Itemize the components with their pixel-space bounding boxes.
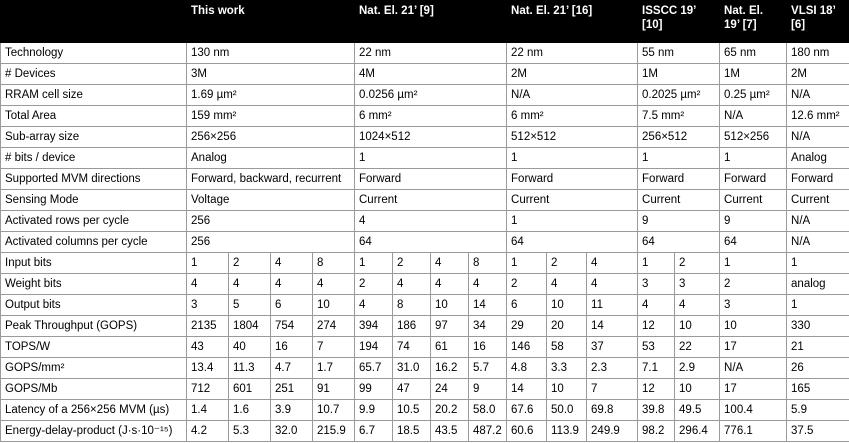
cell: 55 nm: [638, 43, 720, 64]
cell: 4: [675, 295, 720, 316]
row-label: Sensing Mode: [1, 190, 187, 211]
cell: 2: [355, 274, 393, 295]
cell: 1.6: [229, 400, 271, 421]
cell: 20.2: [431, 400, 469, 421]
cell: 4.8: [507, 358, 547, 379]
cell: 10.5: [393, 400, 431, 421]
cell: 296.4: [675, 421, 720, 442]
cell: 98.2: [638, 421, 675, 442]
cell: 7: [313, 337, 355, 358]
cell: 394: [355, 316, 393, 337]
row-label: GOPS/Mb: [1, 379, 187, 400]
table-body: [1, 43, 849, 442]
table-row: [1, 148, 849, 169]
cell: 12: [638, 379, 675, 400]
cell: 4: [587, 253, 638, 274]
cell: 3.9: [271, 400, 313, 421]
cell: 91: [313, 379, 355, 400]
cell: 16.2: [431, 358, 469, 379]
cell: 180 nm: [787, 43, 849, 64]
cell: 39.8: [638, 400, 675, 421]
cell: N/A: [720, 106, 787, 127]
header-isscc19: ISSCC 19’ [10]: [638, 1, 720, 43]
cell: 165: [787, 379, 849, 400]
cell: 215.9: [313, 421, 355, 442]
table-row: [1, 337, 849, 358]
cell: 2.3: [587, 358, 638, 379]
row-label: TOPS/W: [1, 337, 187, 358]
cell: 61: [431, 337, 469, 358]
cell: Forward: [787, 169, 849, 190]
cell: Forward: [355, 169, 507, 190]
cell: 512×512: [507, 127, 638, 148]
cell: 2: [720, 274, 787, 295]
cell: 60.6: [507, 421, 547, 442]
cell: 3.3: [547, 358, 587, 379]
table-row: [1, 316, 849, 337]
cell: N/A: [787, 127, 849, 148]
cell: 754: [271, 316, 313, 337]
cell: 24: [431, 379, 469, 400]
cell: 1804: [229, 316, 271, 337]
cell: 10: [675, 379, 720, 400]
table-row: [1, 232, 849, 253]
cell: 7: [587, 379, 638, 400]
cell: 0.0256 µm²: [355, 85, 507, 106]
cell: 4: [469, 274, 507, 295]
cell: 69.8: [587, 400, 638, 421]
cell: 1.4: [187, 400, 229, 421]
cell: 14: [587, 316, 638, 337]
header-natel21-9: Nat. El. 21’ [9]: [355, 1, 507, 43]
table-row: [1, 211, 849, 232]
cell: Analog: [187, 148, 355, 169]
cell: 97: [431, 316, 469, 337]
cell: 4M: [355, 64, 507, 85]
cell: 64: [638, 232, 720, 253]
cell: 4: [431, 274, 469, 295]
cell: 9: [638, 211, 720, 232]
row-label: Sub-array size: [1, 127, 187, 148]
header-this-work: This work: [187, 1, 355, 43]
cell: 4: [587, 274, 638, 295]
cell: 17: [720, 379, 787, 400]
cell: 274: [313, 316, 355, 337]
table-row: [1, 64, 849, 85]
cell: 8: [469, 253, 507, 274]
cell: 32.0: [271, 421, 313, 442]
table-row: [1, 127, 849, 148]
cell: 0.2025 µm²: [638, 85, 720, 106]
cell: 49.5: [675, 400, 720, 421]
table-row: [1, 295, 849, 316]
cell: 22 nm: [507, 43, 638, 64]
table-row: [1, 400, 849, 421]
cell: 43.5: [431, 421, 469, 442]
header-natel19: Nat. El. 19’ [7]: [720, 1, 787, 43]
cell: 65 nm: [720, 43, 787, 64]
cell: 6: [271, 295, 313, 316]
cell: Analog: [787, 148, 849, 169]
cell: 1: [720, 148, 787, 169]
cell: 1: [638, 148, 720, 169]
cell: Current: [787, 190, 849, 211]
cell: 9: [469, 379, 507, 400]
cell: 31.0: [393, 358, 431, 379]
cell: N/A: [507, 85, 638, 106]
cell: 601: [229, 379, 271, 400]
cell: 146: [507, 337, 547, 358]
cell: 58: [547, 337, 587, 358]
row-label: Activated columns per cycle: [1, 232, 187, 253]
cell: 186: [393, 316, 431, 337]
cell: 11.3: [229, 358, 271, 379]
cell: 330: [787, 316, 849, 337]
cell: 4: [271, 274, 313, 295]
cell: 2.9: [675, 358, 720, 379]
cell: Current: [355, 190, 507, 211]
cell: 7.5 mm²: [638, 106, 720, 127]
cell: 6 mm²: [507, 106, 638, 127]
cell: 256×512: [638, 127, 720, 148]
cell: 18.5: [393, 421, 431, 442]
row-label: Activated rows per cycle: [1, 211, 187, 232]
cell: 2M: [787, 64, 849, 85]
header-corner: [1, 1, 187, 43]
cell: 776.1: [720, 421, 787, 442]
cell: 3: [720, 295, 787, 316]
cell: 14: [469, 295, 507, 316]
cell: 159 mm²: [187, 106, 355, 127]
cell: 53: [638, 337, 675, 358]
cell: 113.9: [547, 421, 587, 442]
cell: 64: [720, 232, 787, 253]
cell: 65.7: [355, 358, 393, 379]
cell: 4: [638, 295, 675, 316]
cell: 10: [547, 379, 587, 400]
row-label: Total Area: [1, 106, 187, 127]
cell: 10: [720, 316, 787, 337]
cell: 256×256: [187, 127, 355, 148]
row-label: Supported MVM directions: [1, 169, 187, 190]
cell: 12: [638, 316, 675, 337]
table-row: [1, 43, 849, 64]
table-row: [1, 190, 849, 211]
cell: 7.1: [638, 358, 675, 379]
cell: 10: [547, 295, 587, 316]
cell: 10: [313, 295, 355, 316]
cell: 512×256: [720, 127, 787, 148]
cell: Voltage: [187, 190, 355, 211]
row-label: Latency of a 256×256 MVM (µs): [1, 400, 187, 421]
cell: 4.2: [187, 421, 229, 442]
cell: 5.3: [229, 421, 271, 442]
cell: 4: [393, 274, 431, 295]
cell: 16: [469, 337, 507, 358]
cell: 1.69 µm²: [187, 85, 355, 106]
cell: 8: [313, 253, 355, 274]
cell: 12.6 mm²: [787, 106, 849, 127]
header-natel21-16: Nat. El. 21’ [16]: [507, 1, 638, 43]
cell: 4: [355, 295, 393, 316]
cell: 1: [355, 148, 507, 169]
cell: 2: [393, 253, 431, 274]
cell: 64: [507, 232, 638, 253]
cell: 1: [187, 253, 229, 274]
row-label: Energy-delay-product (J·s·10⁻¹⁵): [1, 421, 187, 442]
cell: 2135: [187, 316, 229, 337]
cell: 1: [787, 295, 849, 316]
cell: 1M: [638, 64, 720, 85]
cell: 1: [507, 148, 638, 169]
cell: Current: [720, 190, 787, 211]
table-row: [1, 253, 849, 274]
cell: 487.2: [469, 421, 507, 442]
cell: 99: [355, 379, 393, 400]
table-row: [1, 106, 849, 127]
cell: 1: [720, 253, 787, 274]
row-label: Input bits: [1, 253, 187, 274]
cell: 67.6: [507, 400, 547, 421]
row-label: Output bits: [1, 295, 187, 316]
cell: 13.4: [187, 358, 229, 379]
table-row: [1, 358, 849, 379]
cell: 4: [431, 253, 469, 274]
cell: 50.0: [547, 400, 587, 421]
cell: 4: [229, 274, 271, 295]
cell: 5.9: [787, 400, 849, 421]
cell: 4: [271, 253, 313, 274]
row-label: # Devices: [1, 64, 187, 85]
cell: 4: [313, 274, 355, 295]
row-label: Technology: [1, 43, 187, 64]
cell: 22 nm: [355, 43, 507, 64]
cell: 251: [271, 379, 313, 400]
cell: 1: [355, 253, 393, 274]
cell: 10: [675, 316, 720, 337]
cell: 58.0: [469, 400, 507, 421]
cell: 2M: [507, 64, 638, 85]
cell: 2: [547, 253, 587, 274]
row-label: Weight bits: [1, 274, 187, 295]
cell: 256: [187, 232, 355, 253]
cell: 37: [587, 337, 638, 358]
cell: 1: [507, 253, 547, 274]
cell: 8: [393, 295, 431, 316]
cell: 16: [271, 337, 313, 358]
cell: 43: [187, 337, 229, 358]
cell: N/A: [787, 232, 849, 253]
cell: 100.4: [720, 400, 787, 421]
row-label: # bits / device: [1, 148, 187, 169]
cell: 256: [187, 211, 355, 232]
cell: 9: [720, 211, 787, 232]
cell: N/A: [720, 358, 787, 379]
cell: Current: [507, 190, 638, 211]
cell: 21: [787, 337, 849, 358]
row-label: RRAM cell size: [1, 85, 187, 106]
cell: 249.9: [587, 421, 638, 442]
cell: 2: [675, 253, 720, 274]
cell: 194: [355, 337, 393, 358]
cell: 29: [507, 316, 547, 337]
cell: 74: [393, 337, 431, 358]
table-row: [1, 421, 849, 442]
cell: 10.7: [313, 400, 355, 421]
cell: 17: [720, 337, 787, 358]
cell: 9.9: [355, 400, 393, 421]
row-label: Peak Throughput (GOPS): [1, 316, 187, 337]
cell: Forward: [638, 169, 720, 190]
cell: 1M: [720, 64, 787, 85]
cell: 64: [355, 232, 507, 253]
table-row: [1, 169, 849, 190]
cell: N/A: [787, 85, 849, 106]
cell: 2: [507, 274, 547, 295]
cell: 40: [229, 337, 271, 358]
cell: 3: [675, 274, 720, 295]
header-vlsi18: VLSI 18’ [6]: [787, 1, 849, 43]
cell: 1: [638, 253, 675, 274]
cell: Forward: [720, 169, 787, 190]
table-row: [1, 379, 849, 400]
cell: 5.7: [469, 358, 507, 379]
cell: 3: [187, 295, 229, 316]
table-row: [1, 274, 849, 295]
cell: analog: [787, 274, 849, 295]
row-label: GOPS/mm²: [1, 358, 187, 379]
cell: 1: [787, 253, 849, 274]
cell: 712: [187, 379, 229, 400]
cell: 1024×512: [355, 127, 507, 148]
table-row: [1, 85, 849, 106]
cell: 26: [787, 358, 849, 379]
cell: N/A: [787, 211, 849, 232]
cell: 2: [229, 253, 271, 274]
cell: Current: [638, 190, 720, 211]
cell: 130 nm: [187, 43, 355, 64]
cell: 22: [675, 337, 720, 358]
cell: 34: [469, 316, 507, 337]
header-row: [1, 1, 849, 43]
cell: 5: [229, 295, 271, 316]
cell: 4: [355, 211, 507, 232]
cell: 3M: [187, 64, 355, 85]
cell: 4.7: [271, 358, 313, 379]
cell: 0.25 µm²: [720, 85, 787, 106]
cell: 14: [507, 379, 547, 400]
cell: 37.5: [787, 421, 849, 442]
cell: 6: [507, 295, 547, 316]
cell: 11: [587, 295, 638, 316]
cell: 3: [638, 274, 675, 295]
cell: Forward: [507, 169, 638, 190]
cell: 1.7: [313, 358, 355, 379]
cell: 1: [507, 211, 638, 232]
cell: 4: [547, 274, 587, 295]
cell: 47: [393, 379, 431, 400]
cell: 6 mm²: [355, 106, 507, 127]
cell: 20: [547, 316, 587, 337]
cell: 10: [431, 295, 469, 316]
cell: Forward, backward, recurrent: [187, 169, 355, 190]
cell: 6.7: [355, 421, 393, 442]
cell: 4: [187, 274, 229, 295]
